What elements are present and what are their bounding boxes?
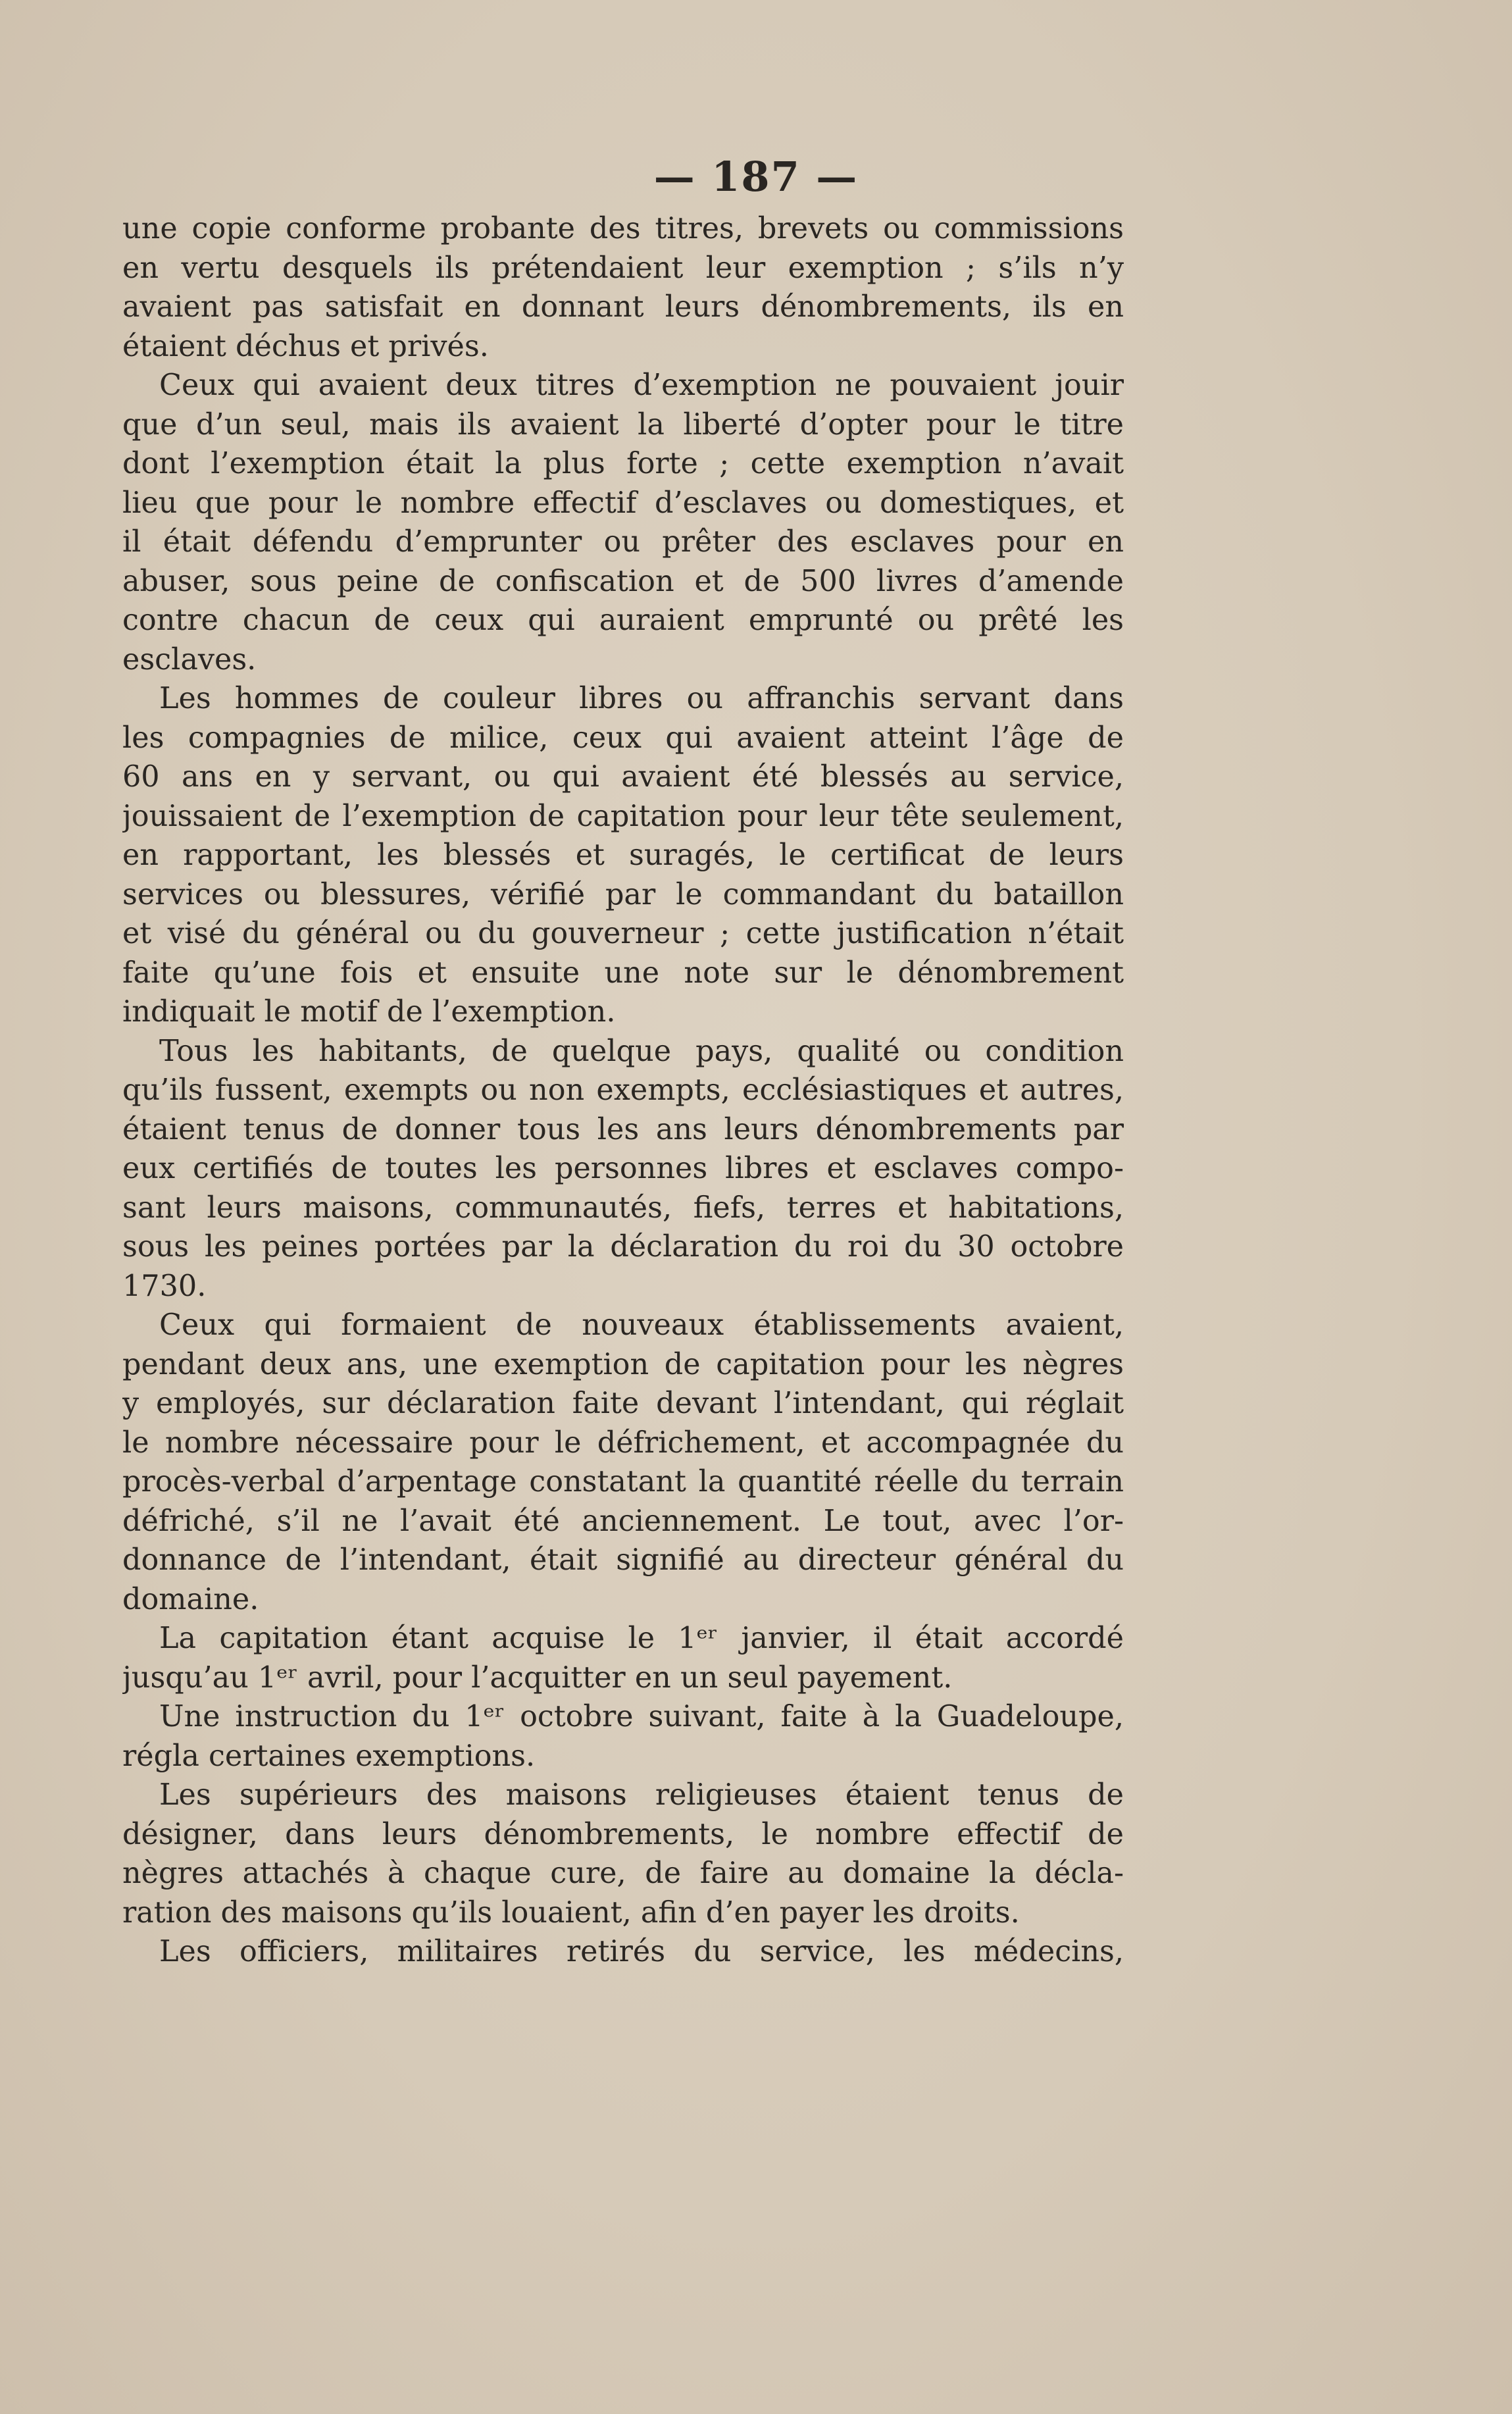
text-line: une copie conforme probante des titres, brevets ou commissions: [122, 212, 1124, 245]
text-line: 1730.: [122, 1269, 207, 1303]
text-line: le nombre nécessaire pour le défrichement, et accompagnée du: [122, 1425, 1124, 1460]
text-line: Les hommes de couleur libres ou affranchis servant dans: [159, 682, 1124, 715]
text-line: Les supérieurs des maisons religieuses étaient tenus de: [159, 1778, 1124, 1812]
text-line: eux certifiés de toutes les personnes libres et esclaves compo-: [122, 1152, 1124, 1185]
text-line: services ou blessures, vérifié par le commandant du bataillon: [122, 877, 1124, 912]
text-line: sous les peines portées par la déclaration du roi du 30 octobre: [122, 1230, 1124, 1264]
body-text: [122, 209, 1124, 1972]
text-line: pendant deux ans, une exemption de capitation pour les nègres: [122, 1347, 1124, 1381]
text-line: donnance de l’intendant, était signifié au directeur général du: [122, 1543, 1124, 1577]
text-line: désigner, dans leurs dénombrements, le nombre effectif de: [122, 1817, 1124, 1851]
text-line: étaient déchus et privés.: [122, 329, 489, 363]
text-line: lieu que pour le nombre effectif d’esclaves ou domestiques, et: [122, 486, 1124, 520]
text-line: jouissaient de l’exemption de capitation pour leur tête seulement,: [122, 799, 1124, 833]
text-line: nègres attachés à chaque cure, de faire au domaine la décla-: [122, 1857, 1124, 1890]
text-line: indiquait le motif de l’exemption.: [122, 995, 616, 1029]
text-line: défriché, s’il ne l’avait été anciennement. Le tout, avec l’or-: [122, 1504, 1124, 1538]
text-line: dont l’exemption était la plus forte ; cette exemption n’avait: [122, 447, 1124, 480]
text-line: Tous les habitants, de quelque pays, qualité ou condition: [159, 1034, 1124, 1068]
text-line: contre chacun de ceux qui auraient emprunté ou prêté les: [122, 604, 1124, 637]
text-line: La capitation étant acquise le 1ᵉʳ janvier, il était accordé: [159, 1622, 1124, 1655]
text-line: les compagnies de milice, ceux qui avaient atteint l’âge de: [122, 721, 1124, 755]
text-line: 60 ans en y servant, ou qui avaient été blessés au service,: [122, 760, 1124, 794]
text-line: en vertu desquels ils prétendaient leur exemption ; s’ils n’y: [122, 251, 1124, 285]
text-line: avaient pas satisfait en donnant leurs dénombrements, ils en: [122, 290, 1124, 324]
text-line: et visé du général ou du gouverneur ; cette justification n’était: [122, 917, 1124, 950]
text-line: qu’ils fussent, exempts ou non exempts, ecclésiastiques et autres,: [122, 1073, 1124, 1107]
text-line: domaine.: [122, 1582, 259, 1616]
text-line: faite qu’une fois et ensuite une note sur le dénombrement: [122, 956, 1124, 990]
text-line: Ceux qui avaient deux titres d’exemption ne pouvaient jouir: [159, 369, 1124, 402]
text-line: procès-verbal d’arpentage constatant la quantité réelle du terrain: [122, 1465, 1124, 1499]
text-line: sant leurs maisons, communautés, fiefs, terres et habitations,: [122, 1191, 1124, 1225]
text-line: il était défendu d’emprunter ou prêter des esclaves pour en: [122, 525, 1124, 559]
text-line: que d’un seul, mais ils avaient la liberté d’opter pour le titre: [122, 407, 1124, 442]
text-line: ration des maisons qu’ils louaient, afin d’en payer les droits.: [122, 1895, 1020, 1930]
text-line: régla certaines exemptions.: [122, 1739, 536, 1773]
text-line: Les officiers, militaires retirés du service, les médecins,: [159, 1935, 1124, 1968]
text-line: Ceux qui formaient de nouveaux établissements avaient,: [159, 1308, 1124, 1342]
text-line: abuser, sous peine de confiscation et de 500 livres d’amende: [122, 564, 1124, 598]
text-line: Une instruction du 1ᵉʳ octobre suivant, faite à la Guadeloupe,: [159, 1700, 1124, 1733]
text-line: esclaves.: [122, 642, 257, 677]
page-number: — 187 —: [653, 153, 859, 201]
text-line: y employés, sur déclaration faite devant l’intendant, qui réglait: [122, 1387, 1124, 1420]
text-line: jusqu’au 1ᵉʳ avril, pour l’acquitter en un seul payement.: [122, 1660, 953, 1695]
text-line: étaient tenus de donner tous les ans leurs dénombrements par: [122, 1112, 1124, 1146]
text-line: en rapportant, les blessés et suragés, le certificat de leurs: [122, 838, 1124, 872]
